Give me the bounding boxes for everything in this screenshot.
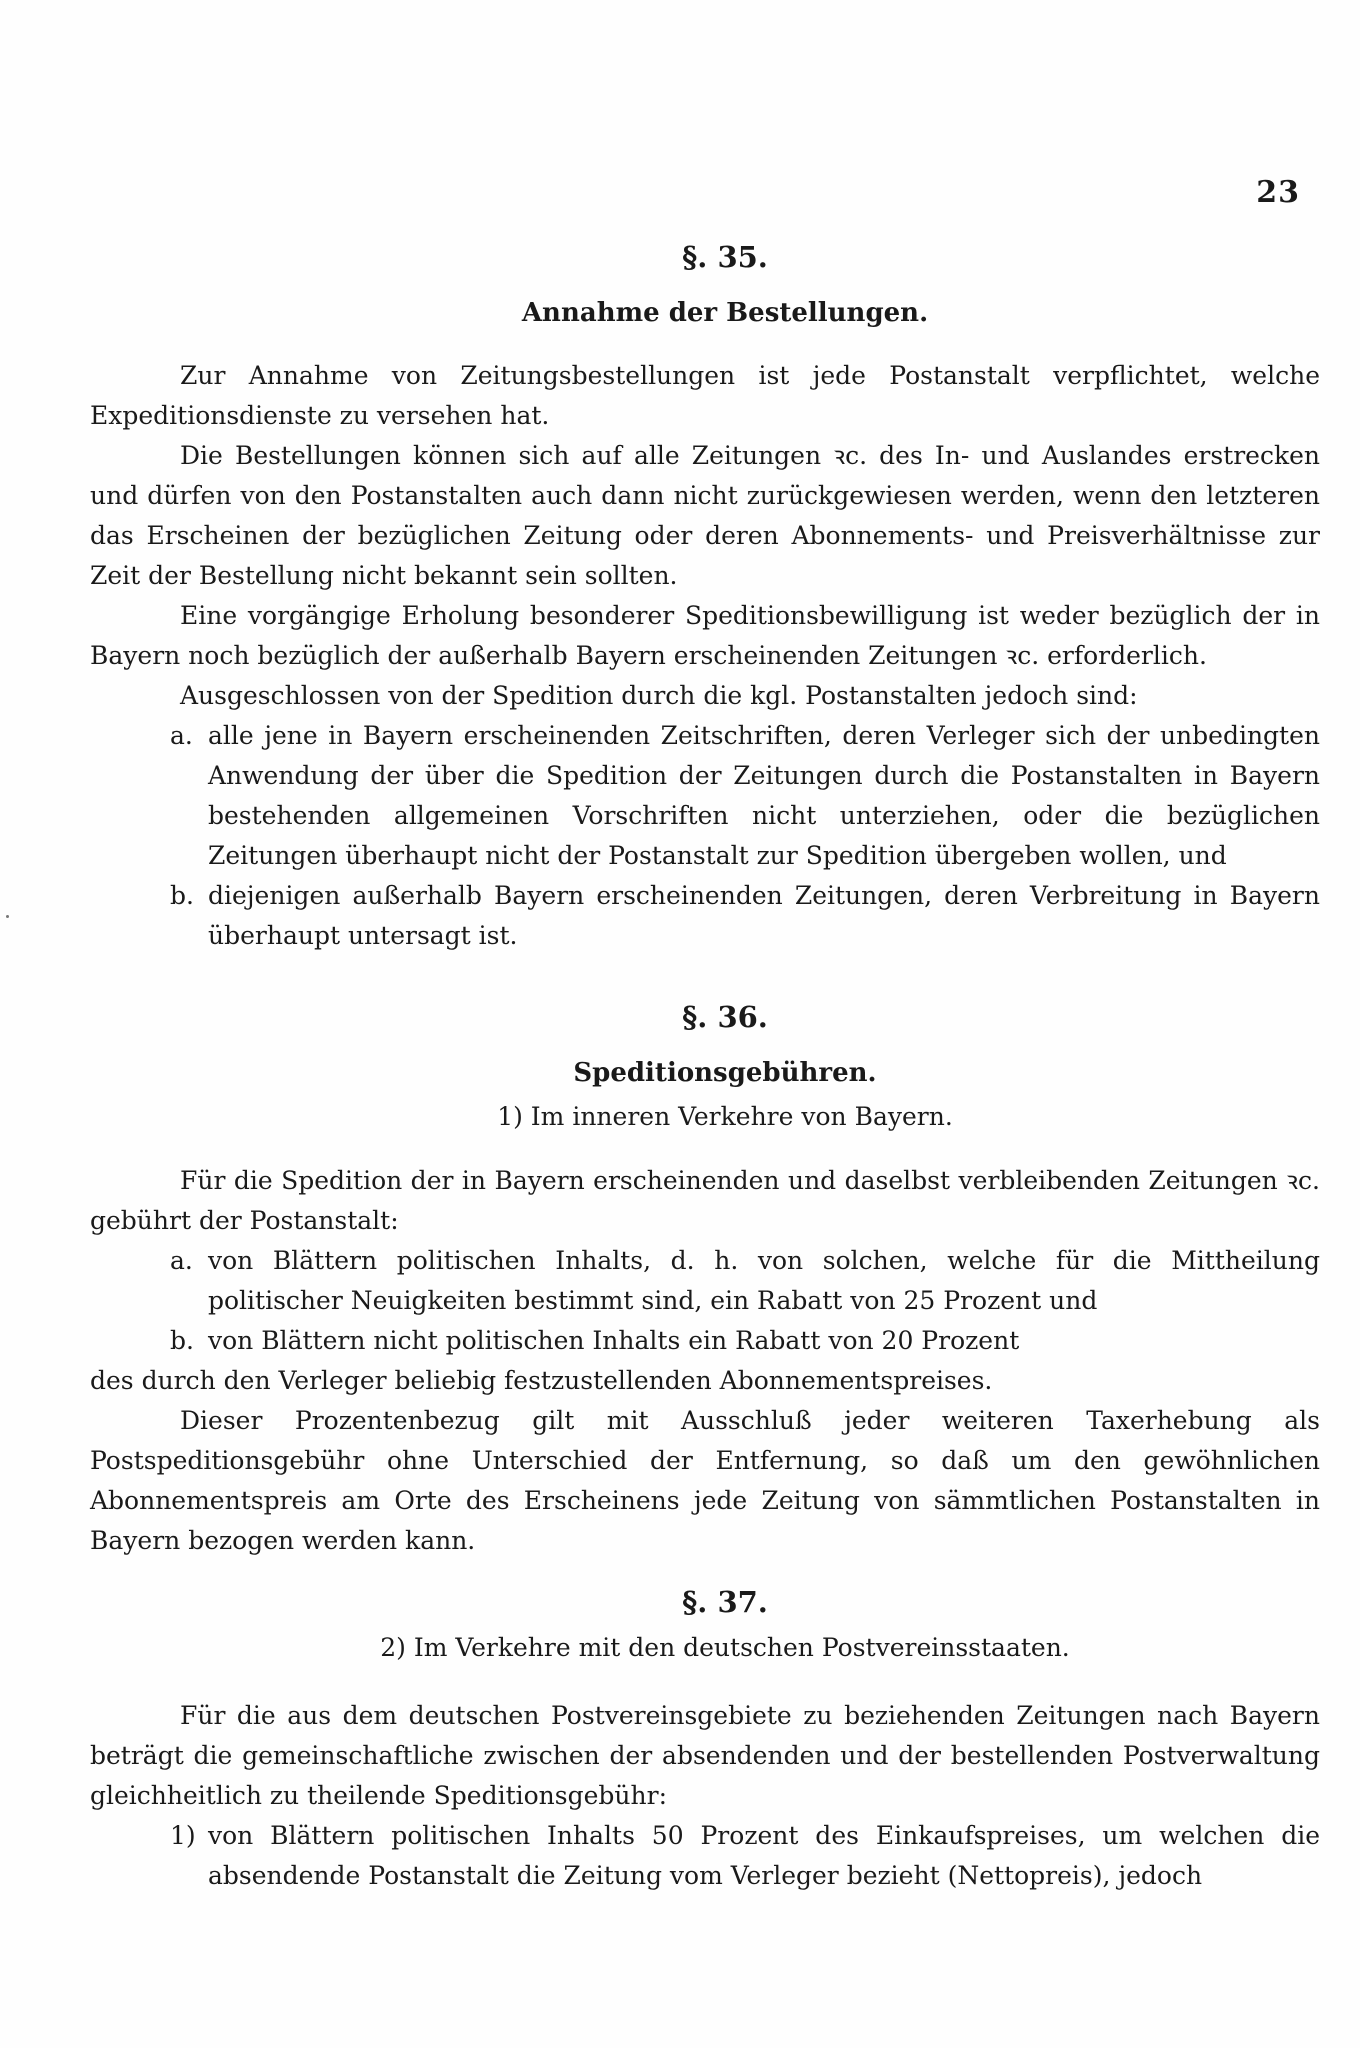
list-item-label: 1) xyxy=(170,1821,196,1850)
section-body xyxy=(90,356,1320,956)
section-36 xyxy=(90,1000,1320,1561)
list-item-text: von Blättern politischen Inhalts 50 Prozent des Einkaufspreises, um welchen die absendende Postanstalt die Zeitung vom Verleger bezieht (Nettopreis), jedoch xyxy=(208,1821,1320,1890)
list-item-text: diejenigen außerhalb Bayern erscheinenden Zeitungen, deren Verbreitung in Bayern überhaupt untersagt ist. xyxy=(208,881,1320,950)
paragraph: Ausgeschlossen von der Spedition durch die kgl. Postanstalten jedoch sind: xyxy=(180,681,1138,710)
section-number: §. 37. xyxy=(682,1585,768,1619)
list-item-text: von Blättern politischen Inhalts, d. h. von solchen, welche für die Mittheilung politischer Neuigkeiten bestimmt sind, ein Rabatt von 25 Prozent und xyxy=(208,1246,1320,1315)
list-item-text: alle jene in Bayern erscheinenden Zeitschriften, deren Verleger sich der unbedingten Anwendung der über die Spedition der Zeitungen durch die Postanstalten in Bayern bestehenden allgemeinen Vorschriften nicht unterziehen, oder die bezüglichen Zeitungen überhaupt nicht der Postanstalt zur Spedition übergeben wollen, und xyxy=(208,721,1320,870)
section-number: §. 36. xyxy=(682,1000,768,1034)
section-body xyxy=(90,1696,1320,1896)
section-title: Annahme der Bestellungen. xyxy=(521,298,929,328)
paragraph: Zur Annahme von Zeitungsbestellungen ist jede Postanstalt verpflichtet, welche Expeditionsdienste zu versehen hat. xyxy=(90,361,1320,430)
page-number: 23 xyxy=(1256,175,1300,210)
section-body xyxy=(90,1161,1320,1561)
list-item-label: b. xyxy=(170,881,194,910)
paragraph: Dieser Prozentenbezug gilt mit Ausschluß jeder weiteren Taxerhebung als Postspeditionsgebühr ohne Unterschied der Entfernung, so daß um den gewöhnlichen Abonnementspreis am Orte des Erscheinens jede Zeitung von sämmtlichen Postanstalten in Bayern bezogen werden kann. xyxy=(90,1406,1320,1555)
list-item-label: a. xyxy=(170,721,193,750)
section-title: Speditionsgebühren. xyxy=(573,1058,877,1088)
paragraph: Für die Spedition der in Bayern erscheinenden und daselbst verbleibenden Zeitungen ꝛc. gebührt der Postanstalt: xyxy=(90,1166,1320,1235)
list-item xyxy=(90,716,1320,876)
paragraph: Die Bestellungen können sich auf alle Zeitungen ꝛc. des In- und Auslandes erstrecken und dürfen von den Postanstalten auch dann nicht zurückgewiesen werden, wenn den letzteren das Erscheinen der bezüglichen Zeitung oder deren Abonnements- und Preisverhältnisse zur Zeit der Bestellung nicht bekannt sein sollten. xyxy=(90,441,1320,590)
list-item-text: von Blättern nicht politischen Inhalts ein Rabatt von 20 Prozent xyxy=(208,1326,1020,1355)
list-item xyxy=(90,1241,1320,1321)
list-item-label: b. xyxy=(170,1326,194,1355)
list-item xyxy=(90,876,1320,956)
section-37 xyxy=(90,1585,1320,1896)
paragraph: Eine vorgängige Erholung besonderer Speditionsbewilligung ist weder bezüglich der in Bayern noch bezüglich der außerhalb Bayern erscheinenden Zeitungen ꝛc. erforderlich. xyxy=(90,601,1320,670)
paragraph-continuation: des durch den Verleger beliebig festzustellenden Abonnementspreises. xyxy=(90,1366,993,1395)
list-item xyxy=(90,1321,1320,1361)
list-item xyxy=(90,1816,1320,1896)
section-subtitle: 1) Im inneren Verkehre von Bayern. xyxy=(497,1102,953,1131)
section-35 xyxy=(90,240,1320,956)
list-item-label: a. xyxy=(170,1246,193,1275)
section-number: §. 35. xyxy=(682,240,768,274)
margin-speck xyxy=(6,915,9,918)
section-subtitle: 2) Im Verkehre mit den deutschen Postvereinsstaaten. xyxy=(380,1633,1070,1662)
paragraph: Für die aus dem deutschen Postvereinsgebiete zu beziehenden Zeitungen nach Bayern beträgt die gemeinschaftliche zwischen der absendenden und der bestellenden Postverwaltung gleichheitlich zu theilende Speditionsgebühr: xyxy=(90,1701,1320,1810)
